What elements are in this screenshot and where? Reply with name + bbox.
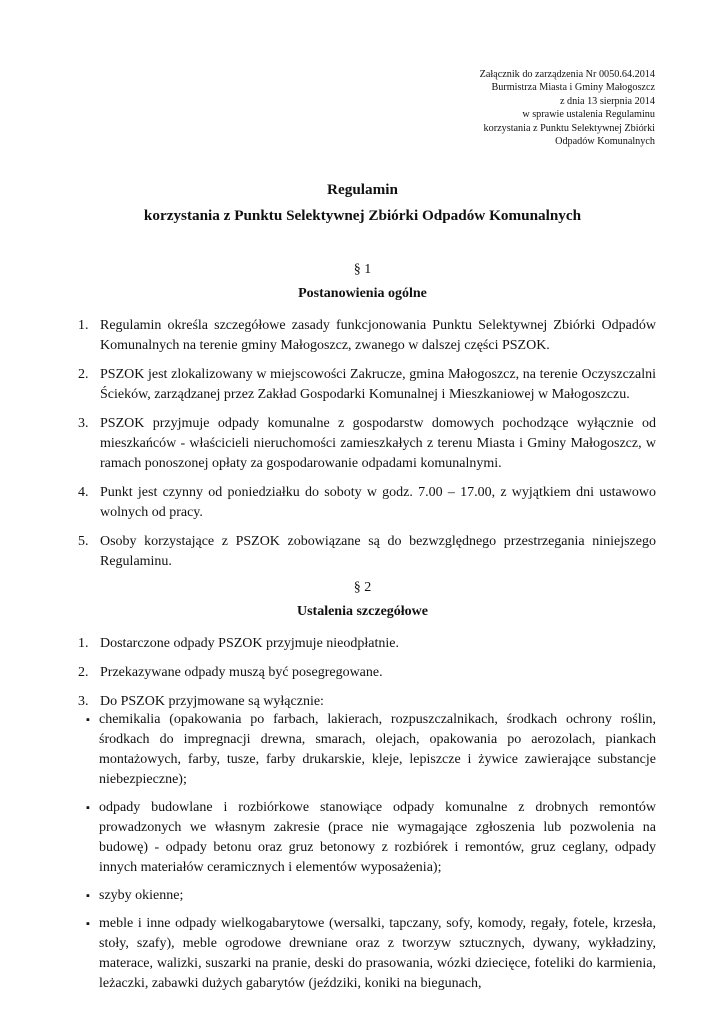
- bullet-item: [86, 798, 656, 878]
- bullet-item: [86, 886, 656, 906]
- attachment-line: Burmistrza Miasta i Gminy Małogoszcz: [491, 82, 655, 94]
- section-1-list: [78, 316, 656, 581]
- list-item: [78, 365, 656, 405]
- waste-types-list: [86, 710, 656, 1002]
- bullet-text: odpady budowlane i rozbiórkowe stanowiące odpady komunalne z drobnych remontów prowadzonych we własnym zakresie (prace nie wymagające zgłoszenia lub pozwolenia na budowę) - odpady betonu oraz gruz betonowy z rozbiórek i remontów, gruz ceglany, odpady innych materiałów ceramicznych i elementów wyposażenia);: [99, 800, 656, 875]
- item-text: Osoby korzystające z PSZOK zobowiązane są do bezwzględnego przestrzegania niniejszego Regulaminu.: [100, 534, 656, 569]
- section-1-sign: § 1: [353, 262, 372, 277]
- attachment-line: korzystania z Punktu Selektywnej Zbiórki: [483, 122, 655, 134]
- bullet-text: meble i inne odpady wielkogabarytowe (wersalki, tapczany, sofy, komody, regały, fotele, krzesła, stoły, szafy), meble ogrodowe drewniane oraz z tworzyw sztucznych, dywany, wykładziny, materace, walizki, suszarki na pranie, deski do prasowania, wózki dziecięce, foteliki do karmienia, leżaczki, zabawki dużych gabarytów (jeździki, koniki na biegunach,: [99, 916, 656, 991]
- item-text: Przekazywane odpady muszą być posegregowane.: [100, 665, 383, 680]
- bullet-text: chemikalia (opakowania po farbach, lakierach, rozpuszczalnikach, środkach ochrony roślin, środkach do impregnacji drewna, smarach, olejach, opakowania po aerozolach, piankach montażowych, farby, tusze, farby drukarskie, kleje, lepiszcze i żywice zawierające substancje niebezpieczne);: [99, 712, 656, 787]
- bullet-item: [86, 914, 656, 994]
- list-item: [78, 316, 656, 356]
- list-item: [78, 663, 656, 683]
- item-number: 4.: [78, 485, 89, 500]
- attachment-line: z dnia 13 sierpnia 2014: [559, 95, 655, 107]
- attachment-line: w sprawie ustalenia Regulaminu: [522, 109, 655, 121]
- item-number: 2.: [78, 367, 89, 382]
- item-number: 3.: [78, 416, 89, 431]
- list-item: [78, 483, 656, 523]
- item-number: 3.: [78, 694, 89, 709]
- item-number: 1.: [78, 636, 89, 651]
- attachment-line: Odpadów Komunalnych: [555, 136, 655, 148]
- bullet-square-icon: ▪: [86, 890, 90, 902]
- section-1-heading: Postanowienia ogólne: [298, 286, 427, 301]
- bullet-square-icon: ▪: [86, 714, 90, 726]
- list-item: [78, 634, 656, 654]
- section-2-heading: Ustalenia szczegółowe: [296, 604, 429, 619]
- list-item: [78, 692, 656, 712]
- item-text: PSZOK przyjmuje odpady komunalne z gospodarstw domowych pochodzące wyłącznie od mieszkańców - właścicieli nieruchomości zamieszkałych z terenu Miasta i Gminy Małogoszcz, w ramach ponoszonej opłaty za gospodarowanie odpadami komunalnymi.: [100, 416, 656, 471]
- list-item: [78, 414, 656, 474]
- item-number: 1.: [78, 318, 89, 333]
- item-text: PSZOK jest zlokalizowany w miejscowości Zakrucze, gmina Małogoszcz, na terenie Oczyszczalni Ścieków, zarządzanej przez Zakład Gospodarki Komunalnej i Mieszkaniowej w Małogoszczu.: [100, 367, 656, 402]
- item-text: Dostarczone odpady PSZOK przyjmuje nieodpłatnie.: [100, 636, 399, 651]
- bullet-item: [86, 710, 656, 790]
- item-number: 5.: [78, 534, 89, 549]
- bullet-text: szyby okienne;: [99, 888, 184, 903]
- item-text: Regulamin określa szczegółowe zasady funkcjonowania Punktu Selektywnej Zbiórki Odpadów Komunalnych na terenie gminy Małogoszcz, zwanego w dalszej części PSZOK.: [100, 318, 656, 353]
- item-text: Do PSZOK przyjmowane są wyłącznie:: [100, 694, 324, 709]
- attachment-note: [335, 68, 655, 148]
- document-subtitle: korzystania z Punktu Selektywnej Zbiórki Odpadów Komunalnych: [143, 207, 582, 224]
- attachment-line: Załącznik do zarządzenia Nr 0050.64.2014: [479, 69, 655, 80]
- section-2-sign: § 2: [353, 580, 372, 595]
- bullet-square-icon: ▪: [86, 802, 90, 814]
- item-text: Punkt jest czynny od poniedziałku do soboty w godz. 7.00 – 17.00, z wyjątkiem dni ustawowo wolnych od pracy.: [100, 485, 656, 520]
- section-2-list: [78, 634, 656, 721]
- list-item: [78, 532, 656, 572]
- item-number: 2.: [78, 665, 89, 680]
- document-title: Regulamin: [327, 181, 398, 198]
- bullet-square-icon: ▪: [86, 918, 90, 930]
